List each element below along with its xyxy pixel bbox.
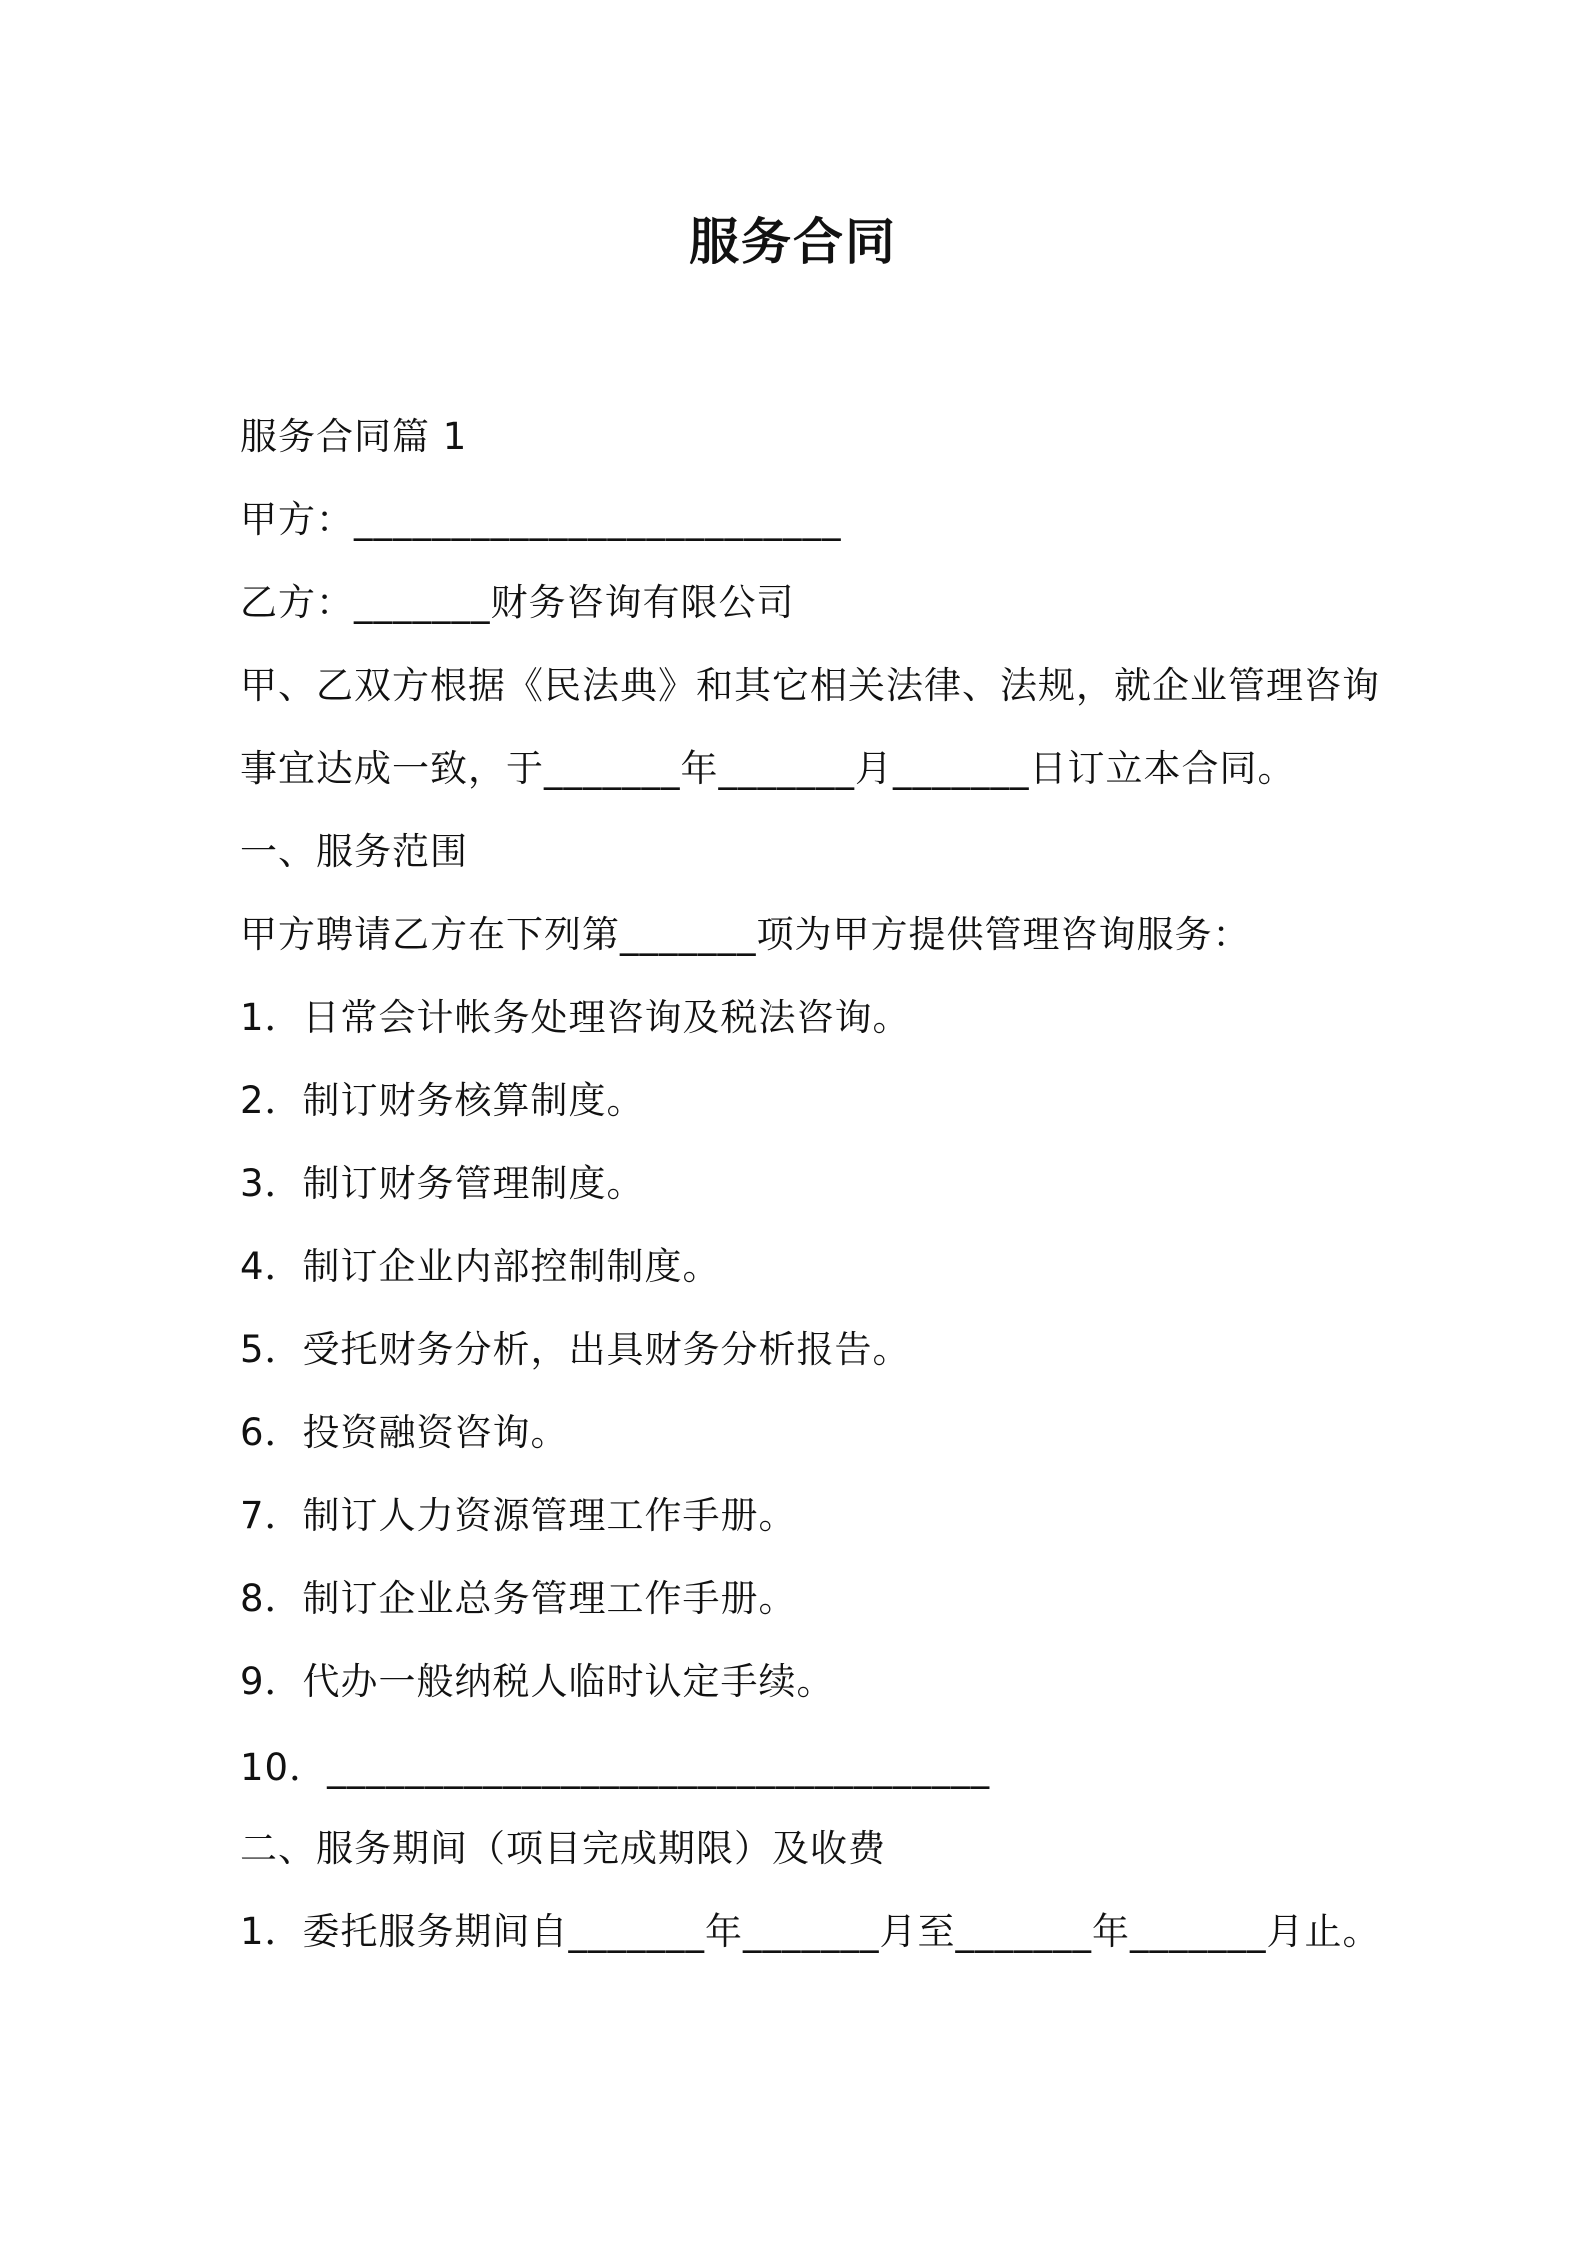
scope-item-8: 8．制订企业总务管理工作手册。 <box>240 1577 797 1620</box>
scope-item-3: 3．制订财务管理制度。 <box>240 1162 645 1205</box>
section-heading-term-fees: 二、服务期间（项目完成期限）及收费 <box>240 1827 886 1870</box>
scope-item-2: 2．制订财务核算制度。 <box>240 1079 645 1122</box>
scope-item-7: 7．制订人力资源管理工作手册。 <box>240 1494 797 1537</box>
party-b-line: 乙方：_______财务咨询有限公司 <box>240 581 795 624</box>
scope-item-10: 10．__________________________________ <box>240 1746 991 1789</box>
scope-intro: 甲方聘请乙方在下列第_______项为甲方提供管理咨询服务： <box>240 913 1251 956</box>
preamble-line-1: 甲、乙双方根据《民法典》和其它相关法律、法规，就企业管理咨询 <box>240 664 1380 707</box>
document-title: 服务合同 <box>689 213 897 271</box>
scope-item-6: 6．投资融资咨询。 <box>240 1411 569 1454</box>
scope-item-1: 1．日常会计帐务处理咨询及税法咨询。 <box>240 996 911 1039</box>
term-item-1: 1．委托服务期间自_______年_______月至_______年_______月止。 <box>240 1910 1381 1953</box>
section-heading-part1: 服务合同篇 1 <box>240 415 468 458</box>
preamble-line-2: 事宜达成一致，于_______年_______月_______日订立本合同。 <box>240 747 1296 790</box>
scope-item-5: 5．受托财务分析，出具财务分析报告。 <box>240 1328 911 1371</box>
scope-item-9: 9．代办一般纳税人临时认定手续。 <box>240 1660 835 1703</box>
party-a-line: 甲方：_________________________ <box>240 498 842 541</box>
section-heading-scope: 一、服务范围 <box>240 830 468 873</box>
scope-item-4: 4．制订企业内部控制制度。 <box>240 1245 721 1288</box>
